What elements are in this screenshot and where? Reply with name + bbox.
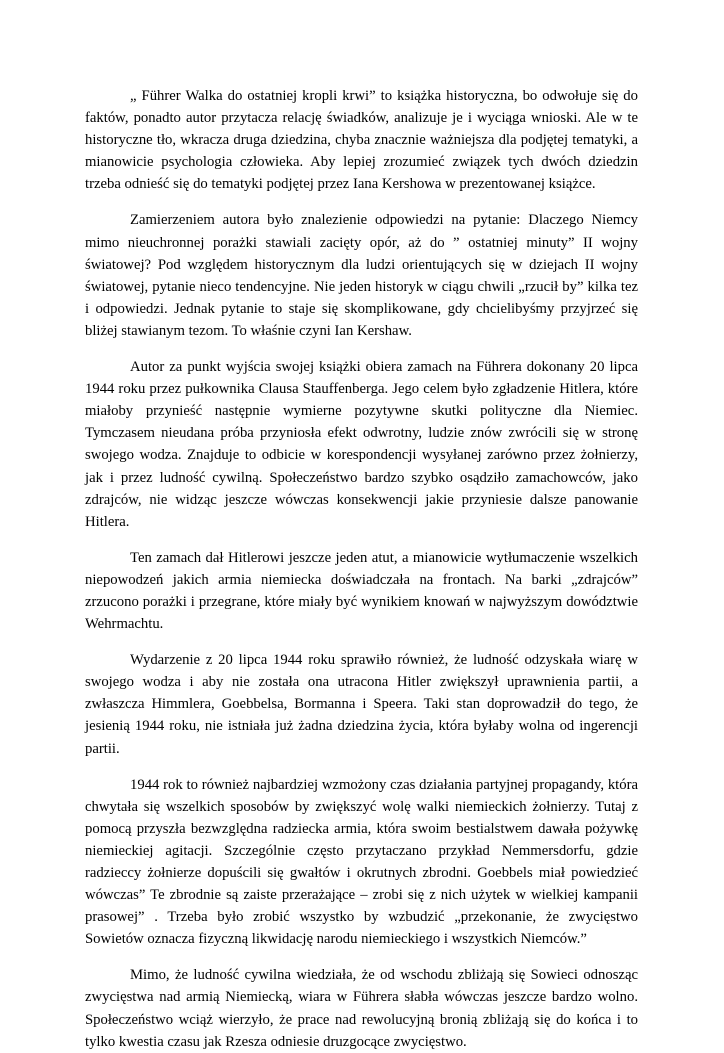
paragraph-4: Ten zamach dał Hitlerowi jeszcze jeden atut, a mianowicie wytłumaczenie wszelkich niepowodzeń jakich armia niemiecka doświadczała na frontach. Na barki „zdrajców” zrzucono porażki i przegrane, które miały być wynikiem knowań w najwyższym dowództwie Wehrmachtu. [85,549,638,633]
paragraph-3: Autor za punkt wyjścia swojej książki obiera zamach na Führera dokonany 20 lipca 1944 roku przez pułkownika Clausa Stauffenberga. Jego celem było zgładzenie Hitlera, które miałoby przynieść następnie wymierne pozytywne skutki polityczne dla Niemiec. Tymczasem nieudana próba przyniosła efekt odwrotny, ludzie znów zwrócili się w stronę swojego wodza. Znajduje to odbicie w korespondencji wysyłanej zarówno przez żołnierzy, jak i przez ludność cywilną. Społeczeństwo bardzo szybko osądziło zamachowców, jako zdrajców, nie widząc jeszcze wówczas konsekwencji jakie przyniesie dalsze panowanie Hitlera. [85,359,638,530]
paragraph-6: 1944 rok to również najbardziej wzmożony czas działania partyjnej propagandy, która chwytała się wszelkich sposobów by zwiększyć wolę walki niemieckich żołnierzy. Tutaj z pomocą przyszła bezwzględna radziecka armia, która swoim bestialstwem dawała pożywkę niemieckiej agitacji. Szczególnie często przytaczano przykład Nemmersdorfu, gdzie radzieccy żołnierze dopuścili się gwałtów i okrutnych zbrodni. Goebbels miał powiedzieć wówczas” Te zbrodnie są zaiste przerażające – zrobi się z nich użytek w wielkiej kampanii prasowej” . Trzeba było zrobić wszystko by wzbudzić „przekonanie, że zwycięstwo Sowietów oznacza fizyczną likwidację narodu niemieckiego i wszystkich Niemców.” [85,776,638,948]
paragraph-7: Mimo, że ludność cywilna wiedziała, że od wschodu zbliżają się Sowieci odnosząc zwycięstwa nad armią Niemiecką, wiara w Führera słabła wówczas jeszcze bardzo wolno. Społeczeństwo wciąż wierzyło, że prace nad rewolucyjną bronią zbliżają się do końca i to tylko kwestia czasu jak Rzesza odniesie druzgocące zwycięstwo. [85,967,638,1050]
paragraph-2: Zamierzeniem autora było znalezienie odpowiedzi na pytanie: Dlaczego Niemcy mimo nieuchronnej porażki stawiali zacięty opór, aż do ” ostatniej minuty” II wojny światowej? Pod względem historycznym dla ludzi orientujących się w dziejach II wojny światowej, pytanie nieco tendencyjne. Nie jeden historyk w ciągu chwili „rzucił by” kilka tez i odpowiedzi. Jednak pytanie to staje się skomplikowane, gdy chcielibyśmy przyjrzeć się bliżej stawianym tezom. To właśnie czyni Ian Kershaw. [85,212,638,339]
paragraph-1: „ Führer Walka do ostatniej kropli krwi” to książka historyczna, bo odwołuje się do faktów, ponadto autor przytacza relację świadków, analizuje je i wyciąga wnioski. Ale w te historyczne tło, wkracza druga dziedzina, chyba znacznie ważniejsza dla podjętej tematyki, a mianowicie psychologia człowieka. Aby lepiej zrozumieć związek tych dwóch dziedzin trzeba odnieść się do tematyki podjętej przez Iana Kershowa w prezentowanej książce. [85,88,638,193]
paragraph-5: Wydarzenie z 20 lipca 1944 roku sprawiło również, że ludność odzyskała wiarę w swojego wodza i aby nie została ona utracona Hitler zwiększył uprawnienia partii, a zwłaszcza Himmlera, Goebbelsa, Bormanna i Speera. Taki stan doprowadził do tego, że jesienią 1944 roku, nie istniała już żadna dziedzina życia, która byłaby wolna od ingerencji partii. [85,652,638,757]
